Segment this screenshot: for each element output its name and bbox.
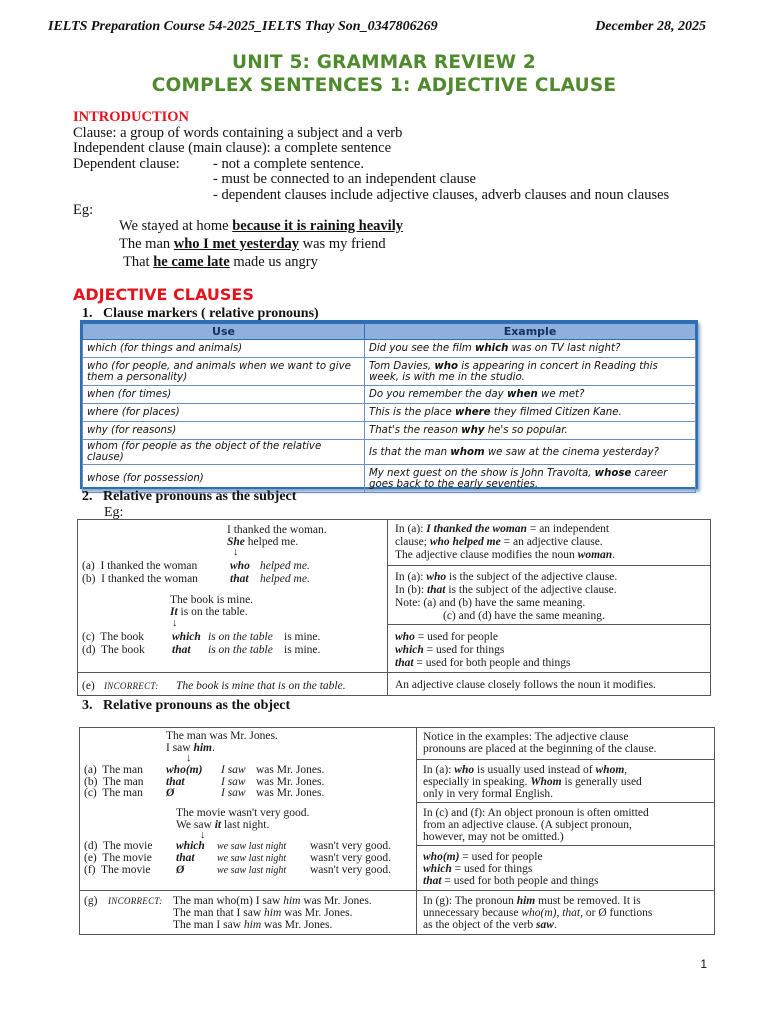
explanation-text: = used for both people and things [413, 657, 571, 669]
use-cell: whose (for possession) [83, 465, 365, 493]
relative-pronoun: that [172, 644, 191, 656]
example-text: helped me. [244, 536, 299, 548]
explanation-highlight: who [395, 631, 415, 643]
explanation-text: as the object of the verb [423, 919, 537, 931]
explanation-highlight: who [426, 571, 447, 583]
pronoun-highlight: it [214, 819, 222, 831]
example-label: (a) I thanked the woman [82, 560, 198, 572]
explanation-highlight: who(m), that, [521, 907, 583, 919]
example-label: (b) The man [84, 776, 144, 788]
explanation-line: pronouns are placed at the beginning of the clause. [423, 743, 657, 755]
relative-pronoun: that [176, 852, 195, 864]
example-text: wasn't very good. [310, 840, 391, 852]
example-text: wasn't very good. [310, 852, 391, 864]
introduction-section [73, 110, 713, 273]
explanation-highlight: I thanked the woman [426, 523, 527, 535]
relative-pronoun: that [166, 776, 185, 788]
chart-divider [416, 845, 715, 846]
section-2-eg-label: Eg: [104, 505, 124, 520]
example-text: he's so popular. [484, 425, 568, 436]
explanation-text: is generally used [561, 776, 642, 788]
explanation-text: In (a): [423, 764, 455, 776]
example-text: Do you remember the day [369, 389, 507, 400]
explanation-highlight: woman [577, 549, 613, 561]
example-text: My next guest on the show is John Travolta, [369, 467, 595, 479]
down-arrow-icon: ↓ [233, 546, 239, 558]
section-1-heading: 1. Clause markers ( relative pronouns) [82, 306, 319, 321]
explanation-line [395, 536, 603, 548]
example-text: I saw [221, 776, 246, 788]
example-text: helped me. [260, 560, 310, 572]
example-keyword: who [434, 360, 459, 372]
explanation-text: , [624, 764, 628, 776]
example-text: The man that I saw [173, 907, 265, 919]
explanation-text: . [612, 549, 616, 561]
example-label: (a) The man [84, 764, 143, 776]
explanation-highlight: that [426, 584, 446, 596]
example-text: we met? [537, 389, 585, 400]
example-text: wasn't very good. [310, 864, 391, 876]
example-text: made us angry [229, 253, 318, 270]
adjective-clauses-heading: ADJECTIVE CLAUSES [73, 285, 254, 304]
chart-divider [387, 565, 711, 566]
example-a [82, 560, 197, 572]
example-keyword: which [474, 343, 509, 354]
explanation-text: or Ø functions [583, 907, 653, 919]
explanation-highlight: which [423, 863, 452, 875]
unit-title: UNIT 5: GRAMMAR REVIEW 2 [232, 52, 536, 73]
example-keyword: whom [450, 446, 485, 458]
example-text: We saw [176, 819, 215, 831]
header-course: IELTS Preparation Course 54-2025_IELTS Thay Son_0347806269 [48, 19, 438, 34]
table-row [83, 358, 696, 386]
example-sentence: The movie wasn't very good. [176, 807, 310, 819]
example-text: is on the table [208, 631, 273, 643]
example-label: (e) [82, 680, 95, 692]
example-clause: he came late [153, 253, 230, 270]
explanation-highlight: whom [595, 764, 625, 776]
example-text: career goes back to the early seventies. [369, 467, 668, 490]
explanation-highlight: saw [536, 919, 554, 931]
explanation-line [423, 764, 627, 776]
example-text: was Mr. Jones. [256, 764, 325, 776]
chart-divider [387, 624, 711, 625]
relative-pronouns-table [80, 320, 698, 489]
example-label: (b) I thanked the woman [82, 573, 198, 585]
intro-example [73, 255, 713, 273]
relative-pronoun: who(m) [166, 764, 203, 776]
explanation-text: The adjective clause modifies the noun [395, 549, 578, 561]
explanation-line [423, 919, 557, 931]
explanation-text: = used for things [423, 644, 505, 656]
example-text: last night. [221, 819, 270, 831]
explanation-line [395, 571, 617, 583]
intro-example [73, 219, 713, 237]
example-text: I saw [166, 742, 194, 754]
example-cell [365, 440, 696, 465]
example-label: (f) The movie [84, 864, 151, 876]
pronoun-highlight: him [193, 742, 213, 754]
example-text: is on the table. [177, 606, 248, 618]
explanation-line [423, 875, 598, 887]
explanation-line: however, may not be omitted.) [423, 831, 564, 843]
example-sentence: The book is mine. [170, 594, 254, 606]
down-arrow-icon: ↓ [172, 617, 178, 629]
explanation-text: especially in speaking. [423, 776, 531, 788]
relative-pronoun: Ø [176, 864, 185, 876]
intro-independent-def: Independent clause (main clause): a complete sentence [73, 140, 392, 156]
example-clause: who I met yesterday [173, 235, 300, 252]
example-text: was Mr. Jones. [261, 919, 333, 931]
explanation-text: In (a): [395, 571, 427, 583]
explanation-line [395, 549, 615, 561]
chart-divider [77, 672, 711, 673]
example-cell [365, 358, 696, 386]
table-grid [82, 323, 696, 493]
example-keyword: why [461, 425, 485, 436]
intro-dependent-row [73, 157, 713, 173]
example-text: That [123, 253, 154, 270]
example-sentence [170, 606, 248, 618]
explanation-line [395, 584, 617, 596]
page-number: 1 [700, 957, 707, 971]
chart-divider [79, 890, 715, 891]
explanation-text: In (b): [395, 584, 427, 596]
explanation-line [423, 863, 532, 875]
example-text: The man who(m) I saw [173, 895, 284, 907]
example-text: we saw last night [217, 841, 287, 852]
intro-dependent-point: - must be connected to an independent clause [213, 171, 476, 187]
relative-pronoun: which [172, 631, 201, 643]
relative-pronoun: which [176, 840, 205, 852]
example-text: was on TV last night? [508, 343, 621, 354]
chart-divider [416, 802, 715, 803]
explanation-line [423, 851, 543, 863]
intro-example [73, 237, 713, 255]
explanation-line [395, 523, 609, 535]
example-text: Tom Davies, [369, 360, 435, 372]
pronoun-highlight: It [170, 606, 178, 618]
example-keyword: when [506, 389, 538, 400]
explanation-text: In (g): The pronoun [423, 895, 517, 907]
relative-pronoun: Ø [166, 787, 175, 799]
unit-subtitle: COMPLEX SENTENCES 1: ADJECTIVE CLAUSE [151, 75, 617, 96]
table-row [83, 340, 696, 358]
explanation-line: from an adjective clause. (A subject pronoun, [423, 819, 632, 831]
explanation-highlight: him [516, 895, 536, 907]
explanation-text: = used for both people and things [441, 875, 599, 887]
example-text: is mine. [284, 644, 321, 656]
example-keyword: whose [594, 467, 632, 479]
explanation-text: is usually used instead of [474, 764, 596, 776]
chart-divider [387, 519, 388, 696]
incorrect-example [173, 919, 332, 931]
table-row [83, 404, 696, 422]
example-text: Is that the man [369, 446, 451, 458]
use-cell: which (for things and animals) [83, 340, 365, 358]
example-text: . [212, 742, 215, 754]
example-label: (d) The book [82, 644, 145, 656]
down-arrow-icon: ↓ [200, 829, 206, 841]
intro-clause-def: Clause: a group of words containing a subject and a verb [73, 124, 403, 141]
explanation-highlight: who helped me [429, 536, 501, 548]
example-label: (c) The man [84, 787, 143, 799]
example-label: (g) [84, 895, 98, 907]
example-cell [365, 340, 696, 358]
explanation-highlight: that [395, 657, 414, 669]
down-arrow-icon: ↓ [186, 752, 192, 764]
explanation-text: unnecessary because [423, 907, 522, 919]
example-cell [365, 422, 696, 440]
explanation-line: Notice in the examples: The adjective clause [423, 731, 629, 743]
chart-divider [416, 759, 715, 760]
example-text: I saw [221, 764, 246, 776]
relative-pronoun: that [230, 573, 249, 585]
example-cell [365, 404, 696, 422]
example-text: I saw [221, 787, 246, 799]
explanation-highlight: who(m) [423, 851, 460, 863]
explanation-highlight: that [423, 875, 442, 887]
intro-eg-label: Eg: [73, 202, 94, 218]
example-sentence: The man was Mr. Jones. [166, 730, 278, 742]
use-cell: who (for people, and animals when we want to give them a personality) [83, 358, 365, 386]
explanation-text: must be removed. It is [535, 895, 641, 907]
explanation-line [395, 644, 504, 656]
example-text: helped me. [260, 573, 310, 585]
explanation-text: . [553, 919, 557, 931]
explanation-highlight: Whom [530, 776, 562, 788]
explanation-text: = an independent [526, 523, 610, 535]
explanation-line: Note: (a) and (b) have the same meaning. [395, 597, 586, 609]
example-text: Did you see the film [369, 343, 475, 354]
example-keyword: where [455, 407, 491, 418]
example-label: (e) The movie [84, 852, 152, 864]
explanation-text: = used for people [414, 631, 498, 643]
explanation-text: is the subject of the adjective clause. [445, 584, 617, 596]
explanation-text: = used for people [459, 851, 543, 863]
incorrect-label: INCORRECT: [104, 681, 159, 691]
explanation-highlight: which [395, 644, 424, 656]
incorrect-label: INCORRECT: [108, 896, 163, 906]
table-row [83, 386, 696, 404]
explanation-text: = an adjective clause. [500, 536, 603, 548]
example-text: is appearing in concert in Reading this week, is with me in the studio. [369, 360, 658, 383]
example-text: This is the place [369, 407, 456, 418]
explanation-line: In (c) and (f): An object pronoun is often omitted [423, 807, 649, 819]
example-text: is on the table [208, 644, 273, 656]
table-row [83, 422, 696, 440]
example-sentence [176, 819, 269, 831]
explanation-line [423, 776, 642, 788]
intro-dependent-label: Dependent clause: [73, 155, 180, 172]
intro-heading: INTRODUCTION [73, 109, 190, 125]
incorrect-example: The book is mine that is on the table. [176, 680, 346, 692]
section-2-heading: 2. Relative pronouns as the subject [82, 489, 297, 504]
example-text: The man [119, 235, 174, 252]
incorrect-example [173, 907, 353, 919]
example-text: we saw at the cinema yesterday? [484, 446, 659, 458]
use-cell: why (for reasons) [83, 422, 365, 440]
example-text: We stayed at home [119, 217, 233, 234]
explanation-line [395, 657, 570, 669]
explanation-text: In (a): [395, 523, 427, 535]
use-cell: when (for times) [83, 386, 365, 404]
use-cell: whom (for people as the object of the relative clause) [83, 440, 365, 465]
example-text: we saw last night [217, 865, 287, 876]
example-text: was Mr. Jones. [256, 787, 325, 799]
explanation-text: clause; [395, 536, 430, 548]
explanation-line: An adjective clause closely follows the noun it modifies. [395, 679, 656, 691]
explanation-text: = used for things [451, 863, 533, 875]
relative-pronoun: who [230, 560, 250, 572]
example-text: was Mr. Jones. [281, 907, 353, 919]
pronoun-highlight: him [243, 919, 262, 931]
table-row [83, 440, 696, 465]
explanation-line [423, 907, 652, 919]
example-text: The man I saw [173, 919, 244, 931]
intro-dependent-row [73, 172, 713, 188]
example-label: (d) The movie [84, 840, 153, 852]
use-cell: where (for places) [83, 404, 365, 422]
column-header-example: Example [365, 324, 696, 340]
example-text: That's the reason [369, 425, 462, 436]
explanation-text: is the subject of the adjective clause. [446, 571, 618, 583]
example-label: (c) The book [82, 631, 145, 643]
page-header [48, 19, 706, 39]
pronoun-highlight: him [283, 895, 301, 907]
explanation-highlight: who [454, 764, 475, 776]
explanation-line [423, 895, 641, 907]
explanation-line [395, 631, 498, 643]
intro-dependent-point: - not a complete sentence. [213, 155, 364, 172]
intro-dependent-point: - dependent clauses include adjective clauses, adverb clauses and noun clauses [213, 186, 670, 203]
explanation-line: (c) and (d) have the same meaning. [443, 610, 605, 622]
explanation-line: only in very formal English. [423, 788, 553, 800]
header-date: December 28, 2025 [595, 19, 706, 34]
example-text: is mine. [284, 631, 321, 643]
section-3-heading: 3. Relative pronouns as the object [82, 698, 291, 713]
example-text: was Mr. Jones. [256, 776, 325, 788]
example-text: was my friend [299, 235, 386, 252]
example-cell [365, 386, 696, 404]
example-sentence: I thanked the woman. [227, 524, 327, 536]
example-text: was Mr. Jones. [300, 895, 372, 907]
example-cell [365, 465, 696, 493]
example-text: we saw last night [217, 853, 287, 864]
incorrect-example [173, 895, 372, 907]
example-text: they filmed Citizen Kane. [490, 407, 622, 418]
pronoun-highlight: him [264, 907, 282, 919]
table-header-row [83, 324, 696, 340]
pronoun-highlight: She [227, 536, 245, 548]
column-header-use: Use [83, 324, 365, 340]
intro-dependent-row [73, 188, 713, 204]
example-clause: because it is raining heavily [232, 217, 403, 234]
